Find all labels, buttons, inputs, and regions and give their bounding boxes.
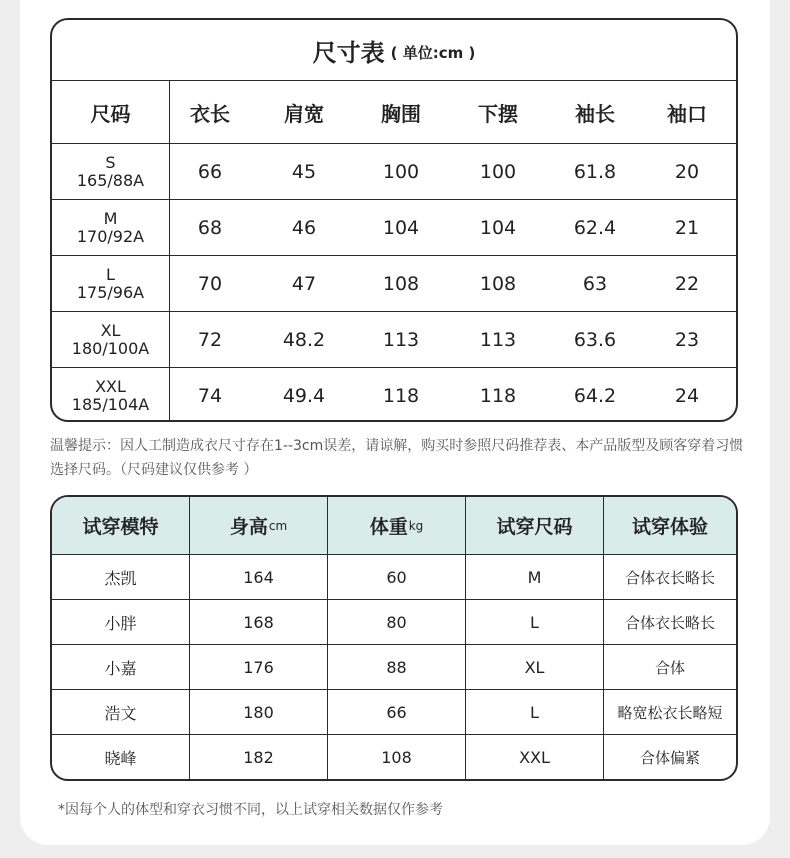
value-cell: 66 <box>197 160 223 183</box>
fitting-cell: L <box>466 690 604 734</box>
fitting-cell: M <box>466 555 604 599</box>
size-chart-header-row <box>52 81 736 144</box>
table-row <box>52 200 736 256</box>
fitting-cell: 88 <box>328 645 466 689</box>
value-cell: 104 <box>382 216 420 239</box>
size-cell <box>52 200 170 255</box>
value-cell: 64.2 <box>573 385 617 407</box>
fitting-cell: 合体衣长略长 <box>624 613 715 632</box>
fitting-header-cell: 体重 kg <box>328 497 466 554</box>
size-chart-title: 尺寸表 <box>312 38 385 67</box>
table-row <box>52 600 736 645</box>
value-cell: 47 <box>291 272 317 295</box>
warm-tip-text: 温馨提示：因人工制造成衣尺寸存在1--3cm误差，请谅解，购买时参照尺码推荐表、本产品版型及顾客穿着习惯选择尺码。（尺码建议仅供参考 ） <box>50 438 744 478</box>
fitting-cell: 176 <box>190 645 328 689</box>
table-row <box>52 645 736 690</box>
fitting-header-cell: 试穿模特 <box>52 497 190 554</box>
fitting-cell: 108 <box>328 735 466 780</box>
value-cell: 113 <box>382 328 420 351</box>
value-cell: 118 <box>382 385 420 407</box>
fitting-cell: 杰凯 <box>52 555 190 599</box>
fitting-cell: 小嘉 <box>52 645 190 689</box>
size-spec: 165/88A <box>76 170 145 190</box>
value-cell: 45 <box>291 160 317 183</box>
size-cell <box>52 368 170 422</box>
header-cell: 袖口 <box>667 101 707 126</box>
value-cell: 70 <box>197 272 223 295</box>
fitting-cell: 合体 <box>654 658 685 677</box>
size-spec: 185/104A <box>71 395 150 414</box>
table-row <box>52 735 736 780</box>
table-row <box>52 690 736 735</box>
fitting-cell: 80 <box>328 600 466 644</box>
fitting-cell: 浩文 <box>52 690 190 734</box>
size-cell <box>52 144 170 199</box>
fitting-cell: 合体衣长略长 <box>624 568 715 587</box>
value-cell: 46 <box>291 216 317 239</box>
size-label: S <box>105 152 116 172</box>
value-cell: 68 <box>197 216 223 239</box>
value-cell: 48.2 <box>282 328 326 351</box>
fitting-cell: 66 <box>328 690 466 734</box>
fitting-note: *因每个人的体型和穿衣习惯不同，以上试穿相关数据仅作参考 <box>58 802 443 818</box>
value-cell: 108 <box>479 272 517 295</box>
fitting-header-cell: 试穿体验 <box>631 516 708 538</box>
fitting-header-row <box>52 497 736 555</box>
header-cell: 衣长 <box>190 101 230 126</box>
value-cell: 62.4 <box>573 216 617 239</box>
value-cell: 100 <box>479 160 517 183</box>
table-row <box>52 144 736 200</box>
fitting-cell: XL <box>466 645 604 689</box>
value-cell: 49.4 <box>282 385 326 407</box>
size-cell <box>52 312 170 367</box>
size-cell <box>52 256 170 311</box>
fitting-table <box>50 495 738 781</box>
size-spec: 170/92A <box>76 226 145 246</box>
size-spec: 175/96A <box>76 282 145 302</box>
value-cell: 20 <box>674 160 700 183</box>
size-chart-unit: ( 单位:cm ) <box>390 43 476 62</box>
header-cell: 尺码 <box>52 81 170 143</box>
size-label: XL <box>100 320 121 340</box>
table-row <box>52 555 736 600</box>
value-cell: 118 <box>479 385 517 407</box>
size-label: M <box>103 208 118 228</box>
fitting-cell: 合体偏紧 <box>639 749 700 767</box>
fitting-cell: 182 <box>190 735 328 780</box>
size-chart-title-bar <box>52 20 736 81</box>
value-cell: 63 <box>582 272 608 295</box>
header-cell: 胸围 <box>381 101 421 126</box>
header-cell: 下摆 <box>478 101 518 126</box>
fitting-cell: 晓峰 <box>52 735 190 780</box>
value-cell: 61.8 <box>573 160 617 183</box>
value-cell: 113 <box>479 328 517 351</box>
value-cell: 63.6 <box>573 328 617 351</box>
size-label: XXL <box>95 377 126 396</box>
size-chart-table <box>50 18 738 422</box>
value-cell: 104 <box>479 216 517 239</box>
value-cell: 21 <box>674 216 700 239</box>
size-chart-body <box>52 144 736 422</box>
fitting-header-cell: 身高 cm <box>190 497 328 554</box>
fitting-cell: 164 <box>190 555 328 599</box>
table-row <box>52 368 736 422</box>
fitting-cell: XXL <box>466 735 604 780</box>
value-cell: 74 <box>197 385 223 407</box>
value-cell: 22 <box>674 272 700 295</box>
header-cell: 肩宽 <box>284 101 324 126</box>
fitting-cell: 180 <box>190 690 328 734</box>
value-cell: 23 <box>674 328 700 351</box>
fitting-cell: 略宽松衣长略短 <box>617 703 723 722</box>
fitting-cell: L <box>466 600 604 644</box>
value-cell: 100 <box>382 160 420 183</box>
fitting-cell: 168 <box>190 600 328 644</box>
header-cell: 袖长 <box>575 101 615 126</box>
size-label: L <box>106 264 115 284</box>
fitting-body <box>52 555 736 780</box>
fitting-cell: 60 <box>328 555 466 599</box>
table-row <box>52 256 736 312</box>
value-cell: 108 <box>382 272 420 295</box>
fitting-header-cell: 试穿尺码 <box>466 497 604 554</box>
fitting-cell: 小胖 <box>52 600 190 644</box>
value-cell: 72 <box>197 328 223 351</box>
value-cell: 24 <box>674 385 700 407</box>
table-row <box>52 312 736 368</box>
size-spec: 180/100A <box>71 338 150 358</box>
